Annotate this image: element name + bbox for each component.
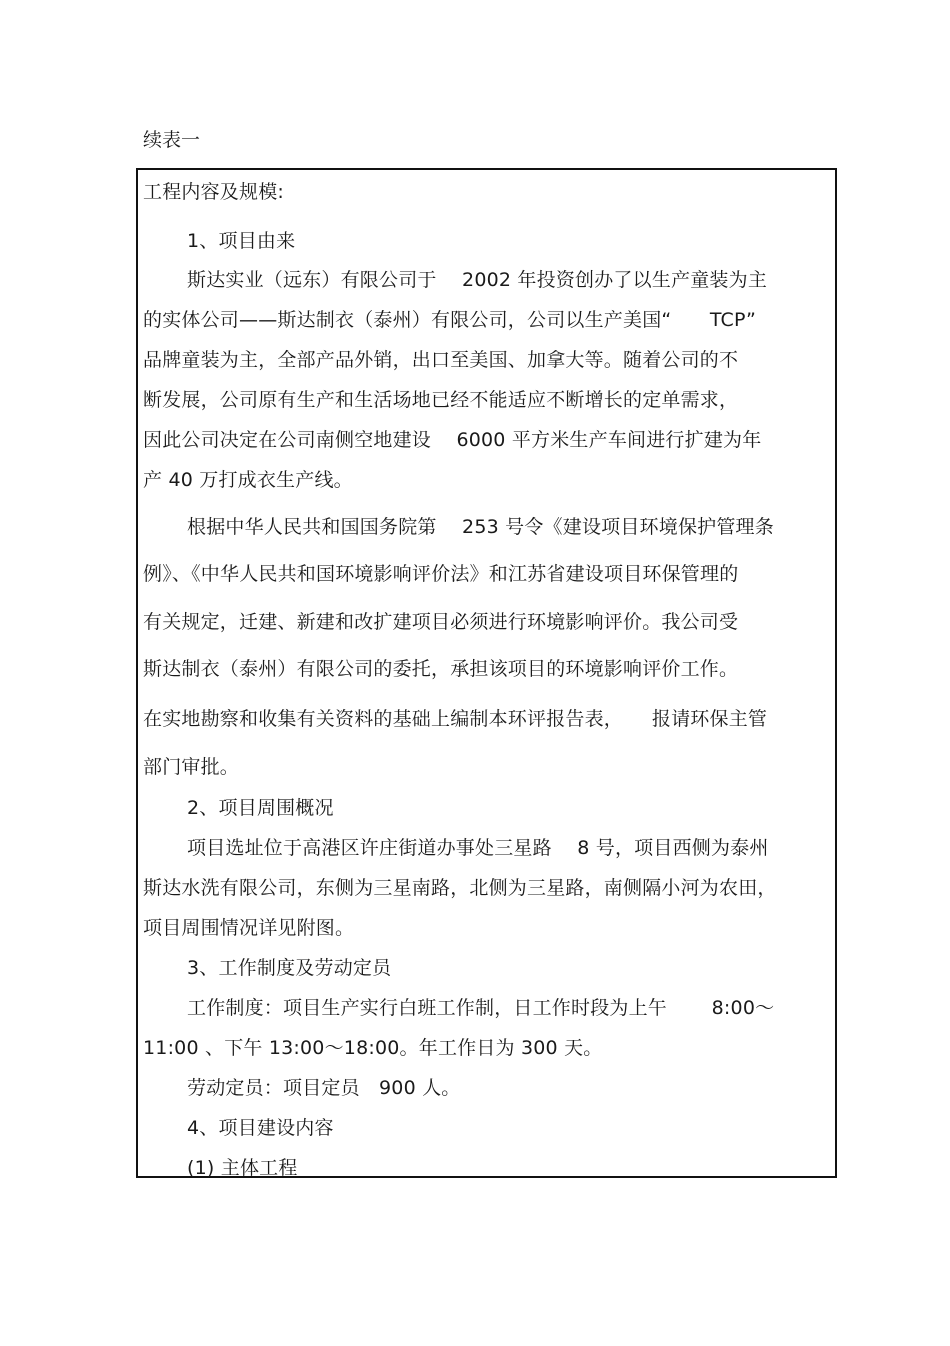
paragraph-line: 工作制度：项目生产实行白班工作制，日工作时段为上午 8:00～: [187, 997, 775, 1019]
paragraph-line: 产 40 万打成衣生产线。: [143, 469, 353, 491]
paragraph-line: 11:00 、下午 13:00～18:00。年工作日为 300 天。: [143, 1037, 603, 1059]
section-title: 工程内容及规模:: [143, 181, 285, 203]
paragraph-line: 劳动定员：项目定员 900 人。: [187, 1077, 461, 1099]
paragraph-line: 例》、《中华人民共和国环境影响评价法》和江苏省建设项目环保管理的: [143, 563, 739, 585]
heading-work-system: 3、工作制度及劳动定员: [187, 957, 392, 979]
paragraph-line: 因此公司决定在公司南侧空地建设 6000 平方米生产车间进行扩建为年: [143, 429, 762, 451]
paragraph-line: 部门审批。: [143, 756, 240, 778]
paragraph-line: 有关规定，迁建、新建和改扩建项目必须进行环境影响评价。我公司受: [143, 611, 739, 633]
paragraph-line: 斯达制衣（泰州）有限公司的委托，承担该项目的环境影响评价工作。: [143, 658, 739, 680]
table-caption: 续表一: [143, 129, 201, 151]
paragraph-line: 的实体公司——斯达制衣（泰州）有限公司，公司以生产美国“ TCP”: [143, 309, 757, 331]
heading-project-origin: 1、项目由来: [187, 230, 296, 252]
paragraph-line: 根据中华人民共和国国务院第 253 号令《建设项目环境保护管理条: [187, 516, 774, 538]
paragraph-line: 品牌童装为主，全部产品外销，出口至美国、加拿大等。随着公司的不: [143, 349, 739, 371]
paragraph-line: 在实地勘察和收集有关资料的基础上编制本环评报告表， 报请环保主管: [143, 708, 768, 730]
subheading-main-works: (1) 主体工程: [187, 1157, 298, 1179]
heading-surroundings: 2、项目周围概况: [187, 797, 334, 819]
paragraph-line: 项目周围情况详见附图。: [143, 917, 355, 939]
paragraph-line: 项目选址位于高港区许庄街道办事处三星路 8 号，项目西侧为泰州: [187, 837, 769, 859]
paragraph-line: 斯达实业（远东）有限公司于 2002 年投资创办了以生产童装为主: [187, 269, 768, 291]
paragraph-line: 斯达水洗有限公司，东侧为三星南路，北侧为三星路，南侧隔小河为农田，: [143, 877, 777, 899]
heading-construction-content: 4、项目建设内容: [187, 1117, 334, 1139]
paragraph-line: 断发展，公司原有生产和生活场地已经不能适应不断增长的定单需求，: [143, 389, 739, 411]
